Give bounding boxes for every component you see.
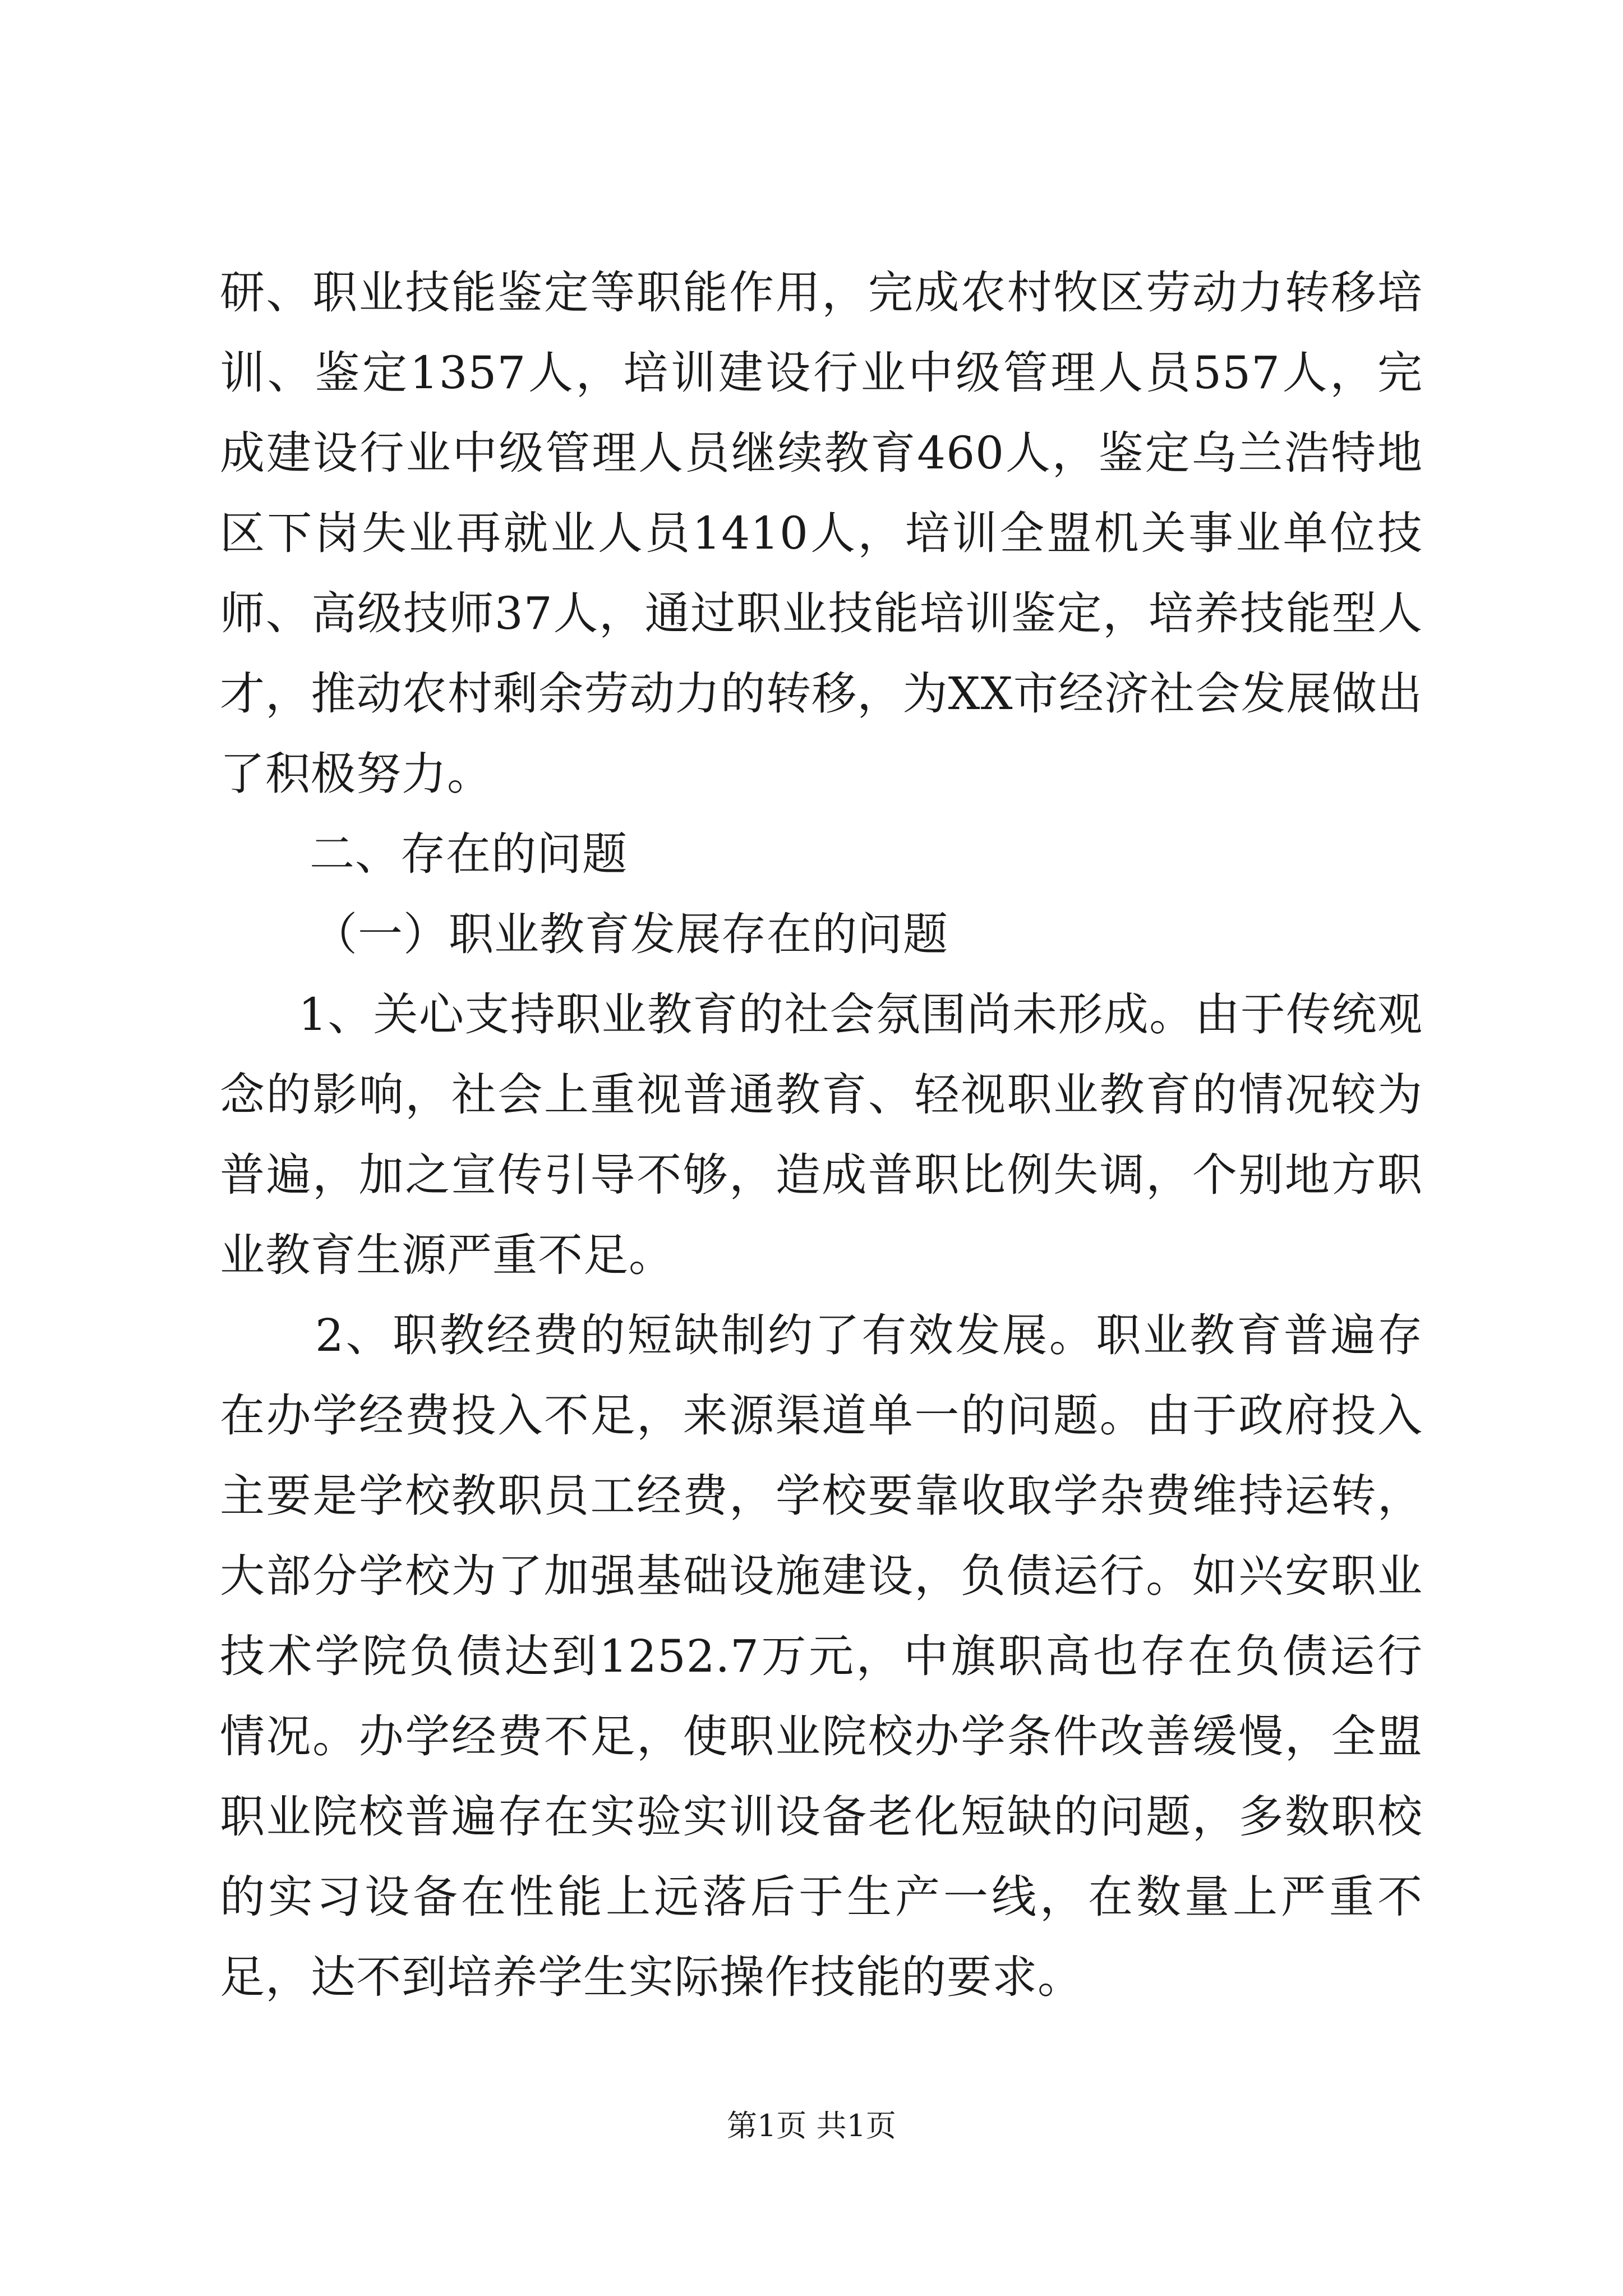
section-heading: 二、存在的问题 [310,828,628,880]
document-body [220,252,1423,2017]
page-footer: 第1页 共1页 [727,2108,896,2143]
paragraph-item-1: 1、关心支持职业教育的社会氛围尚未形成。由于传统观念的影响，社会上重视普通教育、轻视职业教育的情况较为普遍，加之宣传引导不够，造成普职比例失调，个别地方职业教育生源严重不足。 [220,988,1423,1281]
subsection-heading: （一）职业教育发展存在的问题 [312,908,948,960]
paragraph-continuation: 研、职业技能鉴定等职能作用，完成农村牧区劳动力转移培训、鉴定1357人，培训建设行业中级管理人员557人，完成建设行业中级管理人员继续教育460人，鉴定乌兰浩特地区下岗失业再就业人员1410人，培训全盟机关事业单位技师、高级技师37人，通过职业技能培训鉴定，培养技能型人才，推动农村剩余劳动力的转移，为XX市经济社会发展做出了积极努力。 [220,266,1423,800]
paragraph-item-2: 2、职教经费的短缺制约了有效发展。职业教育普遍存在办学经费投入不足，来源渠道单一的问题。由于政府投入主要是学校教职员工经费，学校要靠收取学杂费维持运转，大部分学校为了加强基础设施建设，负债运行。如兴安职业技术学院负债达到1252.7万元，中旗职高也存在负债运行情况。办学经费不足，使职业院校办学条件改善缓慢，全盟职业院校普遍存在实验实训设备老化短缺的问题，多数职校的实习设备在性能上远落后于生产一线，在数量上严重不足，达不到培养学生实际操作技能的要求。 [220,1309,1423,2003]
